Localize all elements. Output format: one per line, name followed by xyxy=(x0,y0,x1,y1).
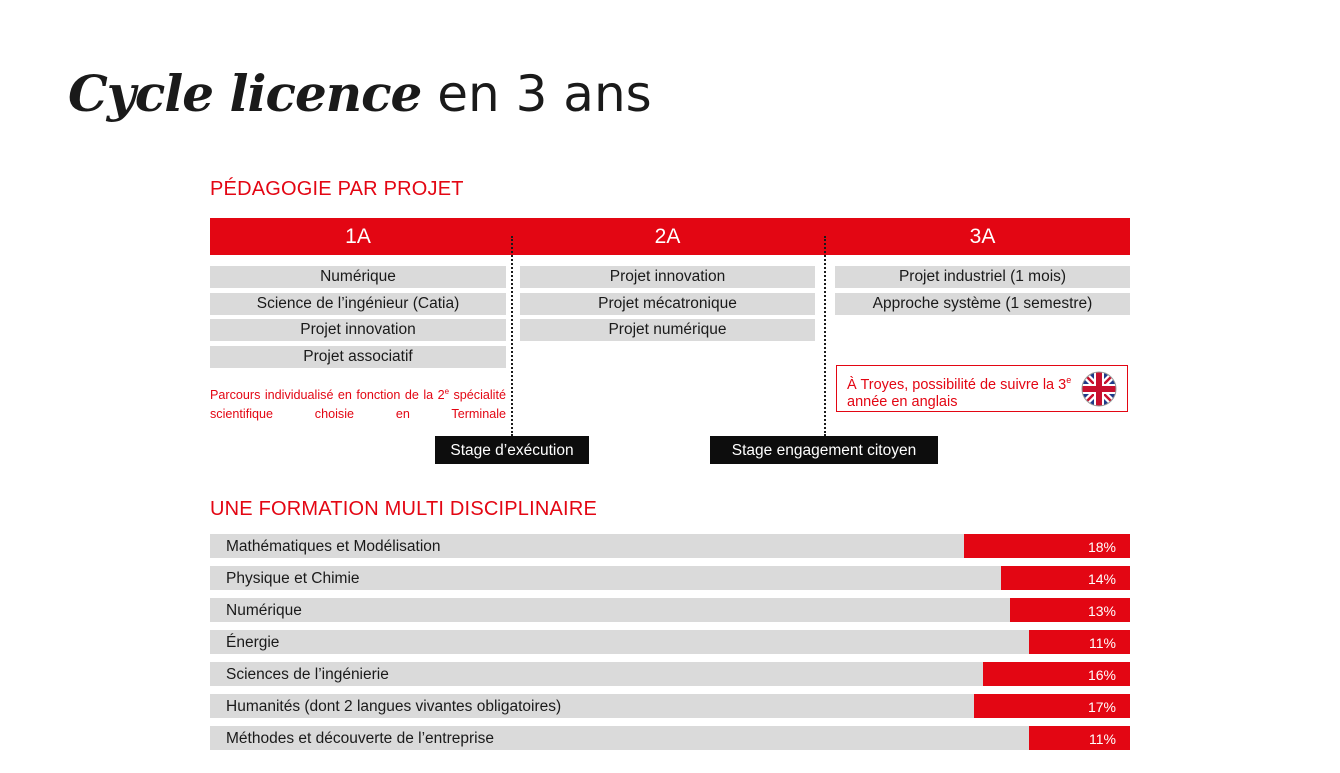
project-item: Science de l’ingénieur (Catia) xyxy=(210,293,506,315)
project-item: Projet numérique xyxy=(520,319,815,341)
discipline-label: Sciences de l’ingénierie xyxy=(226,666,389,683)
discipline-row xyxy=(210,726,1130,750)
project-item: Projet industriel (1 mois) xyxy=(835,266,1130,288)
year-1a-label: 1A xyxy=(345,225,371,248)
discipline-value: 13% xyxy=(1087,603,1116,619)
discipline-label: Mathématiques et Modélisation xyxy=(226,538,441,555)
discipline-label: Physique et Chimie xyxy=(226,570,360,587)
discipline-row xyxy=(210,694,1130,718)
year-3a-projects xyxy=(835,266,1130,319)
discipline-label: Méthodes et découverte de l’entreprise xyxy=(226,730,494,747)
discipline-value: 18% xyxy=(1087,539,1116,555)
discipline-value: 14% xyxy=(1087,571,1116,587)
project-item: Projet mécatronique xyxy=(520,293,815,315)
discipline-row xyxy=(210,566,1130,590)
troyes-english-note xyxy=(836,365,1128,412)
project-item: Projet innovation xyxy=(520,266,815,288)
discipline-value: 11% xyxy=(1089,731,1116,747)
title-italic: Cycle licence xyxy=(68,64,422,123)
year-2a-label: 2A xyxy=(654,225,681,248)
section-pedagogie-heading: PÉDAGOGIE PAR PROJET xyxy=(210,178,464,200)
divider-1a-2a xyxy=(511,236,513,436)
uk-flag-icon xyxy=(1081,371,1117,407)
discipline-value: 11% xyxy=(1089,635,1116,651)
discipline-row xyxy=(210,534,1130,558)
project-item: Projet innovation xyxy=(210,319,506,341)
year-3a-label: 3A xyxy=(969,225,996,248)
page-title xyxy=(68,62,652,126)
parcours-note: Parcours individualisé en fonction de la 2e spécialité scientifique choisie en Terminale xyxy=(210,387,506,422)
section-formation-heading: UNE FORMATION MULTI DISCIPLINAIRE xyxy=(210,498,598,520)
title-rest: en 3 ans xyxy=(421,65,652,123)
discipline-row xyxy=(210,598,1130,622)
discipline-label: Numérique xyxy=(226,602,302,619)
year-1a-projects xyxy=(210,266,506,372)
discipline-value: 16% xyxy=(1087,667,1116,683)
discipline-label: Énergie xyxy=(226,634,280,651)
troyes-note-text: À Troyes, possibilité de suivre la 3e année en anglais xyxy=(847,375,1072,410)
stage-execution-badge: Stage d’exécution xyxy=(435,436,589,464)
project-item: Projet associatif xyxy=(210,346,506,368)
year-2a-projects xyxy=(520,266,815,346)
discipline-row xyxy=(210,630,1130,654)
discipline-value: 17% xyxy=(1087,699,1116,715)
project-item: Numérique xyxy=(210,266,506,288)
discipline-row xyxy=(210,662,1130,686)
stage-engagement-badge: Stage engagement citoyen xyxy=(710,436,938,464)
discipline-label: Humanités (dont 2 langues vivantes obligatoires) xyxy=(226,698,562,715)
divider-2a-3a xyxy=(824,236,826,436)
project-item: Approche système (1 semestre) xyxy=(835,293,1130,315)
